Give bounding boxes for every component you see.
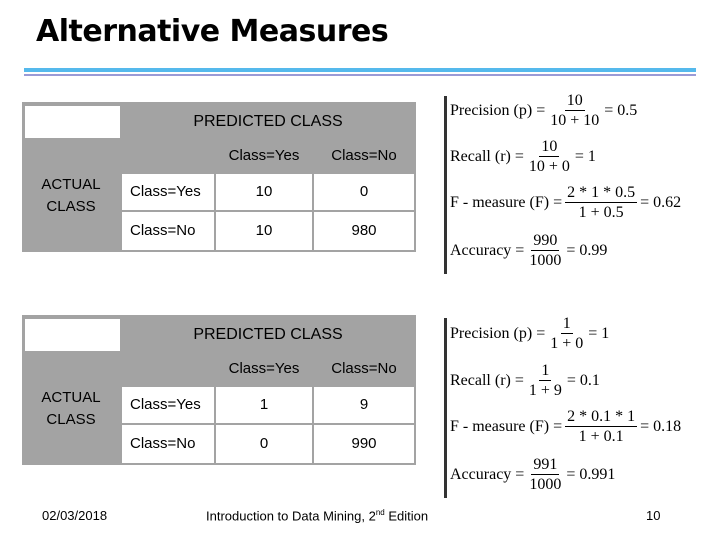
cell-yes-yes: 10 [216,174,312,210]
cell-yes-no: 9 [314,387,414,423]
col-header-no: Class=No [314,140,414,172]
slide-title: Alternative Measures [36,14,389,49]
cell-yes-no: 0 [314,174,414,210]
fmeasure-formula-top: F - measure (F) = $\frac{2 * 1 * 0.5}{1 + 0.5}$ = 0.62 [450,184,682,221]
accuracy-formula-bottom: Accuracy = $\frac{991}{1000}$ = 0.991 [450,456,616,493]
footer-date: 02/03/2018 [42,508,108,523]
formula-bracket-top [444,96,447,274]
confusion-matrix-top [22,102,416,252]
cell-yes-yes: 1 [216,387,312,423]
cell-no-yes: 0 [216,425,312,463]
recall-formula-bottom: Recall (r) = $\frac{1}{1 + 9}$ = 0.1 [450,362,600,399]
cell-no-no: 990 [314,425,414,463]
footer-course: Introduction to Data Mining, 2nd Edition [206,508,429,524]
fmeasure-formula-bottom: F - measure (F) = $\frac{2 * 0.1 * 1}{1 + 0.1}$ = 0.18 [450,408,682,445]
col-header-yes: Class=Yes [216,140,312,172]
precision-formula-bottom: Precision (p) = $\frac{1}{1 + 0}$ = 1 [450,315,610,352]
actual-class-header: ACTUAL CLASS [22,140,120,252]
cell-no-yes: 10 [216,212,312,250]
matrix-corner [25,106,120,138]
title-rule-cyan [24,68,696,72]
row-header-yes: Class=Yes [122,174,214,210]
confusion-matrix-bottom [22,315,416,465]
precision-formula-top: Precision (p) = $\frac{10}{10 + 10}$ = 0.5 [450,92,638,129]
cell-no-no: 980 [314,212,414,250]
page-number: 10 [646,508,661,523]
recall-formula-top: Recall (r) = $\frac{10}{10 + 0}$ = 1 [450,138,596,175]
col-header-no: Class=No [314,353,414,385]
matrix-corner [25,319,120,351]
matrix-blank-cell [122,353,214,385]
formula-bracket-bottom [444,318,447,498]
actual-class-header: ACTUAL CLASS [22,353,120,465]
row-header-yes: Class=Yes [122,387,214,423]
col-header-yes: Class=Yes [216,353,312,385]
matrix-blank-cell [122,140,214,172]
predicted-class-header: PREDICTED CLASS [122,106,414,138]
row-header-no: Class=No [122,425,214,463]
title-rule-violet [24,74,696,76]
accuracy-formula-top: Accuracy = $\frac{990}{1000}$ = 0.99 [450,232,608,269]
predicted-class-header: PREDICTED CLASS [122,319,414,351]
row-header-no: Class=No [122,212,214,250]
